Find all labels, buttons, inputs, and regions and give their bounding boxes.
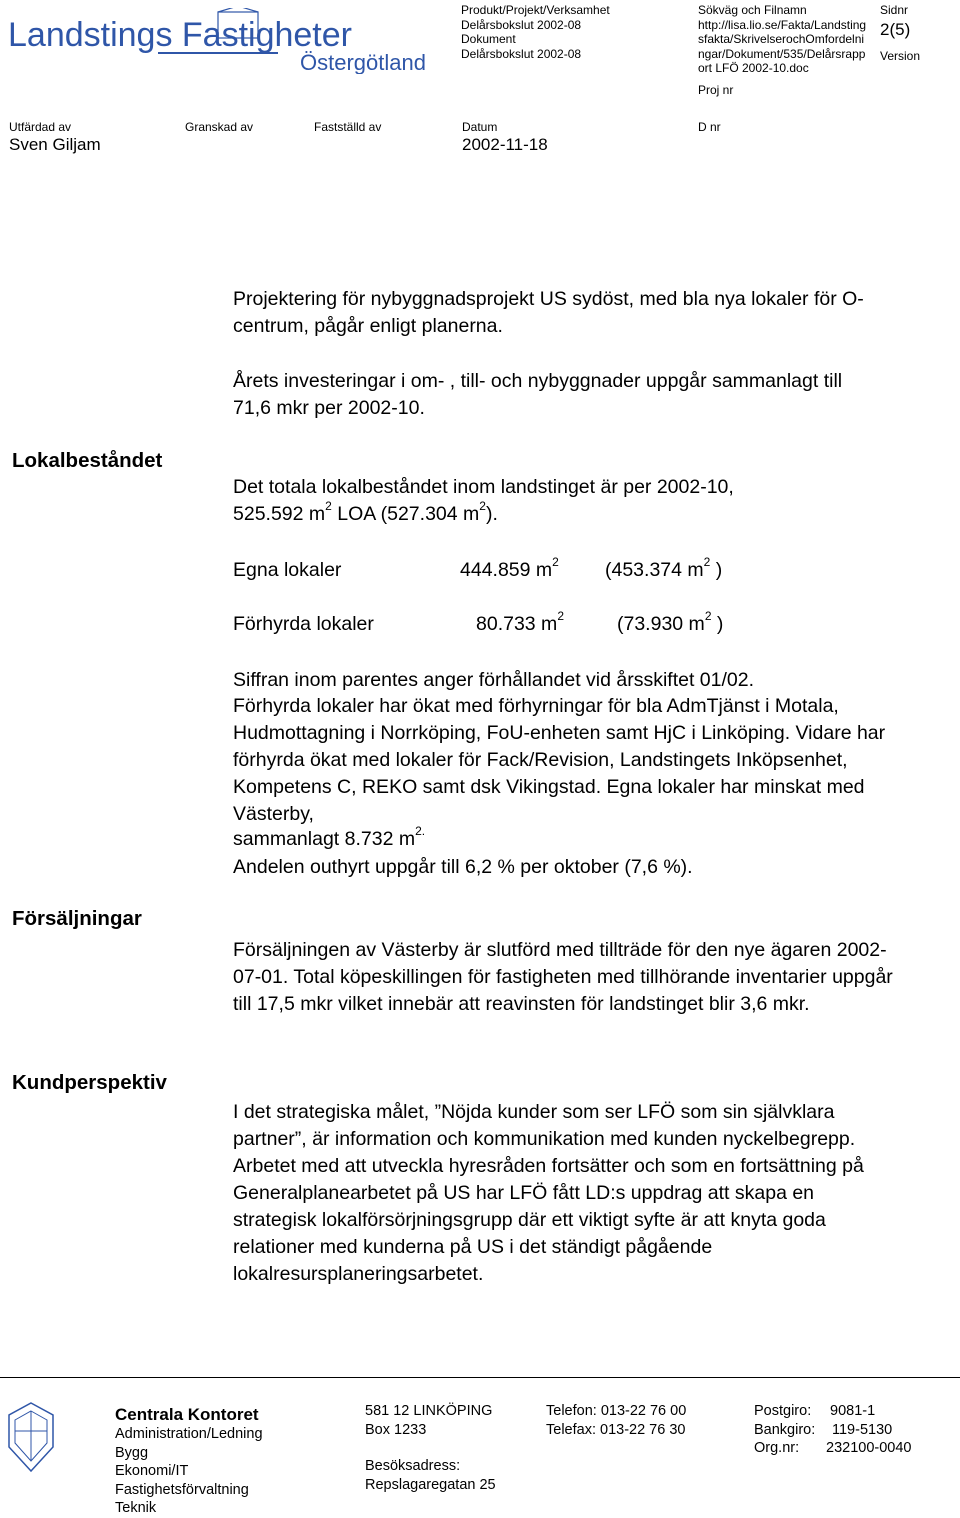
section-heading-lokalbestandet: Lokalbeståndet xyxy=(12,449,163,472)
product-label: Produkt/Projekt/Verksamhet xyxy=(461,3,610,17)
footer-contact xyxy=(546,1402,686,1439)
box-address: Box 1233 xyxy=(365,1421,427,1438)
punctuation: ). xyxy=(485,503,498,525)
product-value: Delårsbokslut 2002-08 xyxy=(461,17,582,32)
total-line-1: Det totala lokalbeståndet inom landstinget är per 2002-10, xyxy=(233,476,734,498)
rented-premises-prev xyxy=(617,609,724,636)
footer-organization xyxy=(115,1404,263,1518)
own-premises-label: Egna lokaler xyxy=(233,559,342,581)
postgiro-label: Postgiro: xyxy=(754,1403,812,1419)
visit-address: Repslagaregatan 25 xyxy=(365,1476,496,1493)
fax-number: Telefax: 013-22 76 30 xyxy=(546,1421,686,1438)
total-line-2 xyxy=(233,499,498,526)
postal-address: 581 12 LINKÖPING xyxy=(365,1403,493,1419)
issued-by-label: Utfärdad av xyxy=(9,120,72,134)
dnr-label: D nr xyxy=(698,120,721,134)
path-line: http://lisa.lio.se/Fakta/Landsting xyxy=(698,17,867,32)
rent-prev-text: (73.930 m xyxy=(617,613,705,635)
footer-address xyxy=(365,1402,496,1494)
version-label: Version xyxy=(880,48,921,63)
paragraph-projektering: Projektering för nybyggnadsprojekt US sydöst, med bla nya lokaler för O-centrum, pågår enligt planerna. xyxy=(233,288,864,337)
postgiro-value: 9081-1 xyxy=(830,1403,876,1419)
rent-value-text: 80.733 m xyxy=(476,613,558,635)
orgnr-label: Org.nr: xyxy=(754,1440,800,1456)
section-heading-forsaljningar: Försäljningar xyxy=(12,907,142,930)
org-line: Ekonomi/IT xyxy=(115,1463,189,1479)
issued-by-value: Sven Giljam xyxy=(9,135,101,154)
footer-payment-labels xyxy=(754,1402,815,1458)
phone-number: Telefon: 013-22 76 00 xyxy=(546,1403,687,1419)
path-label: Sökväg och Filnamn xyxy=(698,3,807,17)
header-product-column xyxy=(461,3,610,61)
footer-divider xyxy=(0,1377,960,1378)
page-number: 2(5) xyxy=(880,19,911,39)
superscript: 2 xyxy=(479,499,486,513)
rented-premises-label: Förhyrda lokaler xyxy=(233,613,374,635)
rented-increase-paragraph: Förhyrda lokaler har ökat med förhyrningar för bla AdmTjänst i Motala, Hudmottagning i Norrköping, FoU-enheten samt HjC i Linköping. Vidare har förhyrda ökat med lokaler för Fack/Revision, Landstingets Inköpsenhet, Kompetens C, REKO samt dsk Vikingstad. Egna lokaler har minskat med Västerby, xyxy=(233,695,886,825)
total-reduction-text: sammanlagt 8.732 m xyxy=(233,828,416,850)
own-premises-row xyxy=(233,555,723,582)
paragraph-kundperspektiv: I det strategiska målet, ”Nöjda kunder som ser LFÖ som sin självklara partner”, är information och kommunikation med kunden nyckelbegrepp. Arbetet med att utveckla hyresråden fortsätter och som en fortsättning på Generalplanearbetet på US har LFÖ fått LD:s uppdrag att skapa en strategisk lokalförsörjningsgrupp där ett viktigt syfte är att knyta goda relationer med kunderna på US i det ständigt pågående lokalresursplaneringsarbetet. xyxy=(233,1101,864,1285)
seal-logo xyxy=(5,1401,57,1473)
superscript: 2 xyxy=(703,555,711,569)
reviewed-by-label: Granskad av xyxy=(185,120,254,134)
company-logo xyxy=(8,8,448,74)
own-value-text: 444.859 m xyxy=(460,559,553,581)
rented-premises-row xyxy=(233,609,724,636)
header-path-column xyxy=(698,3,866,76)
org-line: Bygg xyxy=(115,1444,149,1461)
total-reduction-line xyxy=(233,824,426,851)
total-area-prev: LOA (527.304 m xyxy=(331,503,480,525)
orgnr-value: 232100-0040 xyxy=(826,1440,912,1456)
total-area-value: 525.592 m xyxy=(233,503,326,525)
visit-label: Besöksadress: xyxy=(365,1458,461,1474)
parenthesis-note: Siffran inom parentes anger förhållandet vid årsskiftet 01/02. xyxy=(233,669,755,691)
vacancy-line: Andelen outhyrt uppgår till 6,2 % per oktober (7,6 %). xyxy=(233,856,693,878)
close-paren: ) xyxy=(710,559,723,581)
superscript: 2 xyxy=(704,609,712,623)
section-heading-kundperspektiv: Kundperspektiv xyxy=(12,1071,167,1094)
path-line: ngar/Dokument/535/Delårsrapp xyxy=(698,46,866,61)
superscript: 2 xyxy=(557,609,564,623)
date-label: Datum xyxy=(462,120,498,134)
path-line: sfakta/SkrivelserochOmfordelni xyxy=(698,32,865,46)
rented-premises-value xyxy=(476,609,564,636)
logo-text-sub: Östergötland xyxy=(300,50,426,74)
own-premises-value xyxy=(460,555,559,582)
bankgiro-value: 119-5130 xyxy=(832,1421,893,1438)
path-line: ort LFÖ 2002-10.doc xyxy=(698,61,809,75)
close-paren: ) xyxy=(711,613,724,635)
header-page-column xyxy=(880,3,920,63)
approved-by-label: Fastställd av xyxy=(314,120,382,134)
org-line: Fastighetsförvaltning xyxy=(115,1481,249,1498)
superscript: 2 xyxy=(325,499,332,513)
footer-payment-values xyxy=(826,1402,911,1458)
document-label: Dokument xyxy=(461,32,516,46)
logo-text-main: Landstings Fastigheter xyxy=(8,16,352,54)
superscript: 2. xyxy=(415,824,426,838)
document-value: Delårsbokslut 2002-08 xyxy=(461,46,582,61)
paragraph-forsaljningar: Försäljningen av Västerby är slutförd med tillträde för den nye ägaren 2002-07-01. Total köpeskillingen för fastigheten med tillhörande inventarier uppgår till 17,5 mkr vilket innebär att reavinsten för landstinget blir 3,6 mkr. xyxy=(233,939,893,1015)
superscript: 2 xyxy=(552,555,559,569)
proj-nr-label: Proj nr xyxy=(698,83,734,97)
org-name: Centrala Kontoret xyxy=(115,1405,259,1424)
paragraph-investeringar: Årets investeringar i om- , till- och nybyggnader uppgår sammanlagt till 71,6 mkr per 2002-10. xyxy=(233,370,843,419)
own-prev-text: (453.374 m xyxy=(605,559,704,581)
bankgiro-label: Bankgiro: xyxy=(754,1421,816,1438)
page-label: Sidnr xyxy=(880,3,909,17)
own-premises-prev xyxy=(605,555,723,582)
org-line: Teknik xyxy=(115,1500,157,1516)
org-line: Administration/Ledning xyxy=(115,1426,263,1442)
date-value: 2002-11-18 xyxy=(462,135,548,154)
